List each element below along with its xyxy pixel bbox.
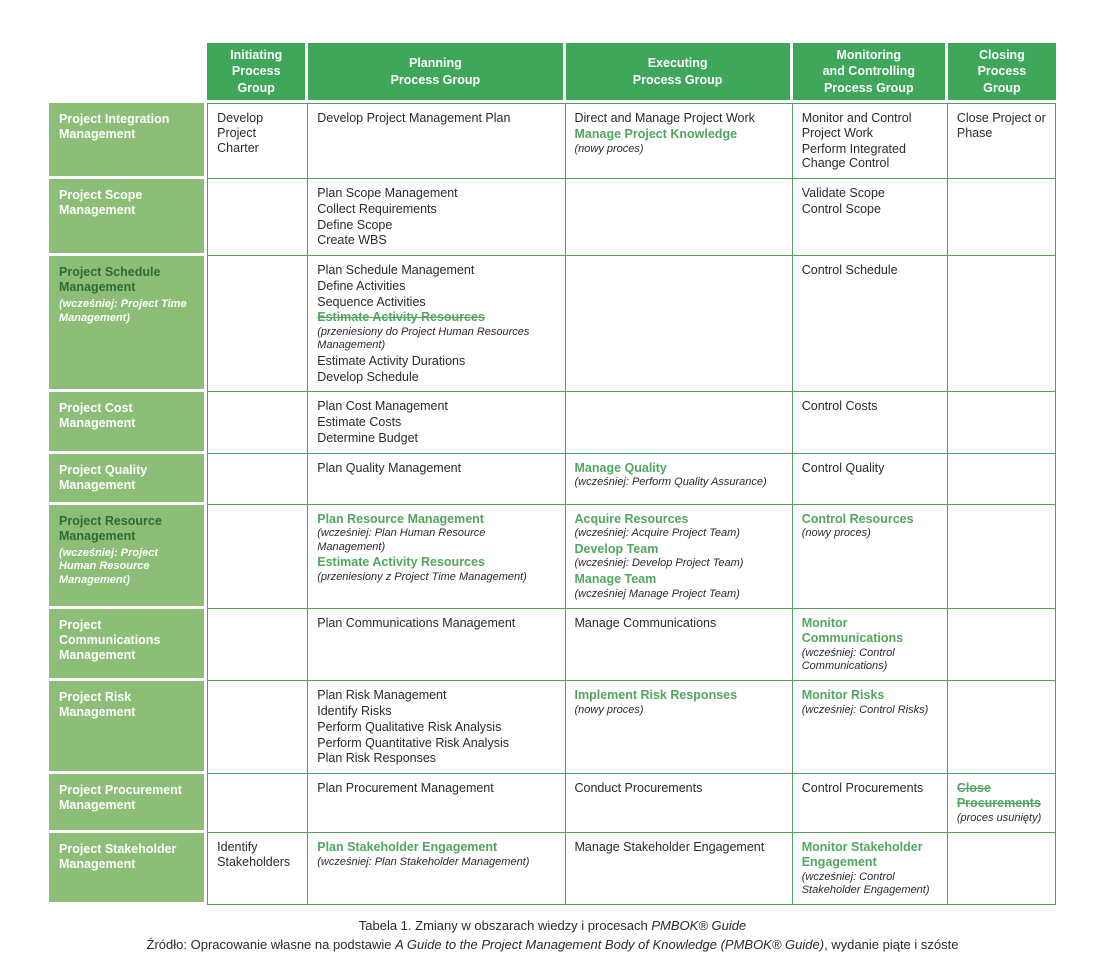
column-header-line: Group (237, 80, 275, 95)
process-item: Develop Team (574, 541, 659, 556)
process-item: Manage Stakeholder Engagement (574, 840, 765, 854)
process-item: (proces usunięty) (956, 811, 1042, 824)
process-item: (przeniesiony do Project Human Resources Management) (317, 326, 530, 352)
pmbok-changes-table (49, 43, 1056, 905)
process-cell (948, 833, 1056, 905)
process-item: Plan Resource Management (317, 511, 484, 526)
process-cell (207, 103, 308, 179)
process-cell (793, 505, 948, 609)
process-item: Plan Procurement Management (317, 781, 494, 796)
process-item: Determine Budget (317, 430, 419, 445)
process-item: (wcześniej: Acquire Project Team) (574, 527, 740, 540)
process-cell (308, 505, 565, 609)
process-cell (207, 681, 308, 774)
table-row (49, 609, 1056, 681)
process-item: (wcześniej: Control Stakeholder Engagement) (801, 870, 930, 896)
process-item: (nowy proces) (574, 142, 644, 155)
process-cell (566, 505, 793, 609)
table-row (49, 774, 1056, 833)
knowledge-area-title: Project Communications Management (59, 618, 161, 663)
process-item: Plan Quality Management (317, 460, 462, 475)
column-header-line: Planning (408, 56, 462, 71)
table-source (49, 936, 1056, 955)
process-item: (wcześniej: Control Communications) (801, 646, 895, 672)
column-header (948, 43, 1056, 103)
knowledge-area-title: Project Quality Management (59, 462, 148, 492)
knowledge-area-title: Project Risk Management (59, 690, 136, 720)
process-item: (wcześniej: Develop Project Team) (574, 557, 744, 570)
process-item: Sequence Activities (317, 294, 426, 309)
process-item: Control Resources (801, 511, 914, 526)
process-item: Close Procurements (956, 781, 1041, 810)
process-item: Plan Scope Management (317, 186, 458, 200)
process-cell (948, 103, 1056, 179)
process-item: Validate Scope (801, 186, 885, 200)
process-cell (793, 103, 948, 179)
column-header-line: Process (977, 64, 1027, 79)
process-cell (308, 103, 565, 179)
process-item: Estimate Activity Durations (317, 353, 466, 368)
process-cell (207, 256, 308, 392)
process-item: Monitor and Control Project Work (801, 111, 912, 140)
table-row (49, 681, 1056, 774)
table-row (49, 179, 1056, 256)
process-item: Manage Communications (574, 616, 717, 631)
process-cell (793, 681, 948, 774)
process-cell (308, 179, 565, 256)
process-item: Plan Stakeholder Engagement (317, 840, 498, 854)
process-cell (566, 681, 793, 774)
caption-segment: Tabela 1. Zmiany w obszarach wiedzy i procesach (358, 918, 652, 934)
knowledge-area-cell (49, 833, 207, 905)
process-cell (566, 774, 793, 833)
table-row (49, 833, 1056, 905)
process-cell (793, 833, 948, 905)
process-item: Create WBS (317, 233, 387, 248)
process-item: Close Project or Phase (956, 111, 1046, 140)
table-row (49, 103, 1056, 179)
process-item: Acquire Resources (574, 511, 689, 526)
process-cell (948, 774, 1056, 833)
process-item: Manage Team (574, 571, 657, 586)
process-cell (207, 833, 308, 905)
process-item: (przeniesiony z Project Time Management) (317, 570, 527, 583)
process-cell (793, 256, 948, 392)
knowledge-area-cell (49, 392, 207, 453)
process-cell (308, 609, 565, 681)
process-item: Perform Quantitative Risk Analysis (317, 735, 509, 750)
process-item: Define Activities (317, 278, 406, 293)
table-row (49, 256, 1056, 392)
process-item: Conduct Procurements (574, 781, 703, 796)
process-item: Manage Quality (574, 460, 667, 475)
knowledge-area-cell (49, 179, 207, 256)
process-cell (948, 392, 1056, 453)
process-item: Implement Risk Responses (574, 688, 738, 703)
process-cell (948, 505, 1056, 609)
knowledge-area-title: Project Schedule Management (59, 265, 161, 294)
column-header-line: Group (983, 80, 1021, 95)
knowledge-area-title: Project Cost Management (59, 401, 136, 431)
process-item: (wcześniej: Control Risks) (801, 704, 929, 717)
process-cell (948, 681, 1056, 774)
process-item: Develop Project Management Plan (317, 111, 511, 125)
caption-segment: , wydanie piąte i szóste (824, 937, 959, 953)
process-item: Plan Risk Management (317, 688, 447, 703)
process-item: Estimate Activity Resources (317, 555, 485, 570)
caption-italic-segment: PMBOK® Guide (651, 918, 747, 934)
process-cell (566, 179, 793, 256)
knowledge-area-title: Project Procurement Management (59, 783, 182, 813)
process-item: Define Scope (317, 217, 393, 232)
process-cell (308, 454, 565, 505)
process-item: Manage Project Knowledge (574, 126, 738, 141)
process-cell (308, 256, 565, 392)
process-item: Perform Qualitative Risk Analysis (317, 719, 502, 734)
process-cell (793, 609, 948, 681)
knowledge-area-cell (49, 609, 207, 681)
table-row (49, 392, 1056, 453)
process-cell (793, 454, 948, 505)
process-cell (948, 454, 1056, 505)
knowledge-area-cell (49, 505, 207, 609)
knowledge-area-title: Project Scope Management (59, 188, 143, 217)
process-cell (207, 179, 308, 256)
process-item: Develop Project Charter (217, 111, 264, 155)
process-item: Plan Risk Responses (317, 751, 437, 766)
process-cell (566, 454, 793, 505)
corner-cell (49, 43, 207, 103)
table-row (49, 454, 1056, 505)
knowledge-area-cell (49, 774, 207, 833)
process-item: Plan Communications Management (317, 616, 516, 631)
table-caption-block (49, 917, 1056, 955)
column-header-line: Process Group (823, 80, 914, 95)
process-item: Estimate Activity Resources (317, 310, 485, 325)
process-cell (308, 681, 565, 774)
knowledge-area-cell (49, 454, 207, 505)
knowledge-area-cell (49, 681, 207, 774)
process-cell (207, 505, 308, 609)
process-item: Identify Stakeholders (217, 840, 291, 869)
column-header (566, 43, 793, 103)
process-cell (793, 774, 948, 833)
process-cell (308, 833, 565, 905)
column-header-line: Process Group (390, 72, 481, 87)
process-cell (207, 454, 308, 505)
process-cell (566, 609, 793, 681)
process-item: (nowy proces) (574, 704, 644, 717)
process-item: Control Costs (801, 399, 878, 414)
process-cell (948, 256, 1056, 392)
caption-segment: Źródło: Opracowanie własne na podstawie (146, 937, 396, 953)
process-cell (566, 103, 793, 179)
process-cell (566, 392, 793, 453)
process-item: Monitor Communications (801, 616, 904, 645)
process-item: Monitor Stakeholder Engagement (801, 840, 923, 869)
process-item: (wcześniej: Plan Stakeholder Management) (317, 855, 530, 868)
column-header (793, 43, 948, 103)
process-item: Control Quality (801, 460, 885, 475)
process-item: (nowy proces) (801, 527, 871, 540)
process-item: Plan Cost Management (317, 399, 448, 414)
knowledge-area-cell (49, 103, 207, 179)
process-cell (948, 179, 1056, 256)
knowledge-area-cell (49, 256, 207, 392)
process-cell (207, 774, 308, 833)
process-item: Estimate Costs (317, 415, 402, 430)
process-item: Identify Risks (317, 704, 392, 719)
column-header-line: and Controlling (822, 64, 915, 79)
process-cell (308, 392, 565, 453)
process-item: (wcześniej: Perform Quality Assurance) (574, 476, 767, 489)
process-cell (207, 392, 308, 453)
process-cell (793, 179, 948, 256)
process-cell (308, 774, 565, 833)
column-header-line: Monitoring (836, 48, 902, 63)
process-cell (566, 256, 793, 392)
process-cell (793, 392, 948, 453)
process-item: Monitor Risks (801, 688, 885, 703)
knowledge-area-subtitle: (wcześniej: Project Time Management) (59, 298, 187, 324)
column-header-line: Executing (647, 56, 708, 71)
process-item: Collect Requirements (317, 201, 437, 216)
process-item: Plan Schedule Management (317, 263, 475, 277)
process-cell (566, 833, 793, 905)
caption-italic-segment: A Guide to the Project Management Body of Knowledge (PMBOK® Guide) (395, 937, 825, 953)
knowledge-area-title: Project Resource Management (59, 513, 162, 543)
column-header-line: Initiating (230, 48, 283, 63)
knowledge-area-title: Project Stakeholder Management (59, 842, 177, 871)
knowledge-area-subtitle: (wcześniej: Project Human Resource Management) (59, 546, 159, 587)
column-header-line: Process Group (632, 72, 723, 87)
column-header (308, 43, 565, 103)
column-header-row (49, 43, 1056, 103)
process-item: (wcześniej: Plan Human Resource Management) (317, 527, 486, 553)
column-header-line: Process (231, 64, 281, 79)
process-item: (wcześniej Manage Project Team) (574, 587, 740, 600)
process-item: Control Schedule (801, 263, 898, 277)
column-header-line: Closing (979, 48, 1025, 63)
knowledge-area-title: Project Integration Management (59, 112, 170, 141)
process-cell (207, 609, 308, 681)
process-item: Develop Schedule (317, 369, 419, 384)
process-item: Control Scope (801, 201, 881, 216)
table-row (49, 505, 1056, 609)
column-header (207, 43, 308, 103)
process-item: Direct and Manage Project Work (574, 111, 755, 125)
process-item: Perform Integrated Change Control (801, 141, 906, 171)
process-item: Control Procurements (801, 781, 924, 796)
process-cell (948, 609, 1056, 681)
